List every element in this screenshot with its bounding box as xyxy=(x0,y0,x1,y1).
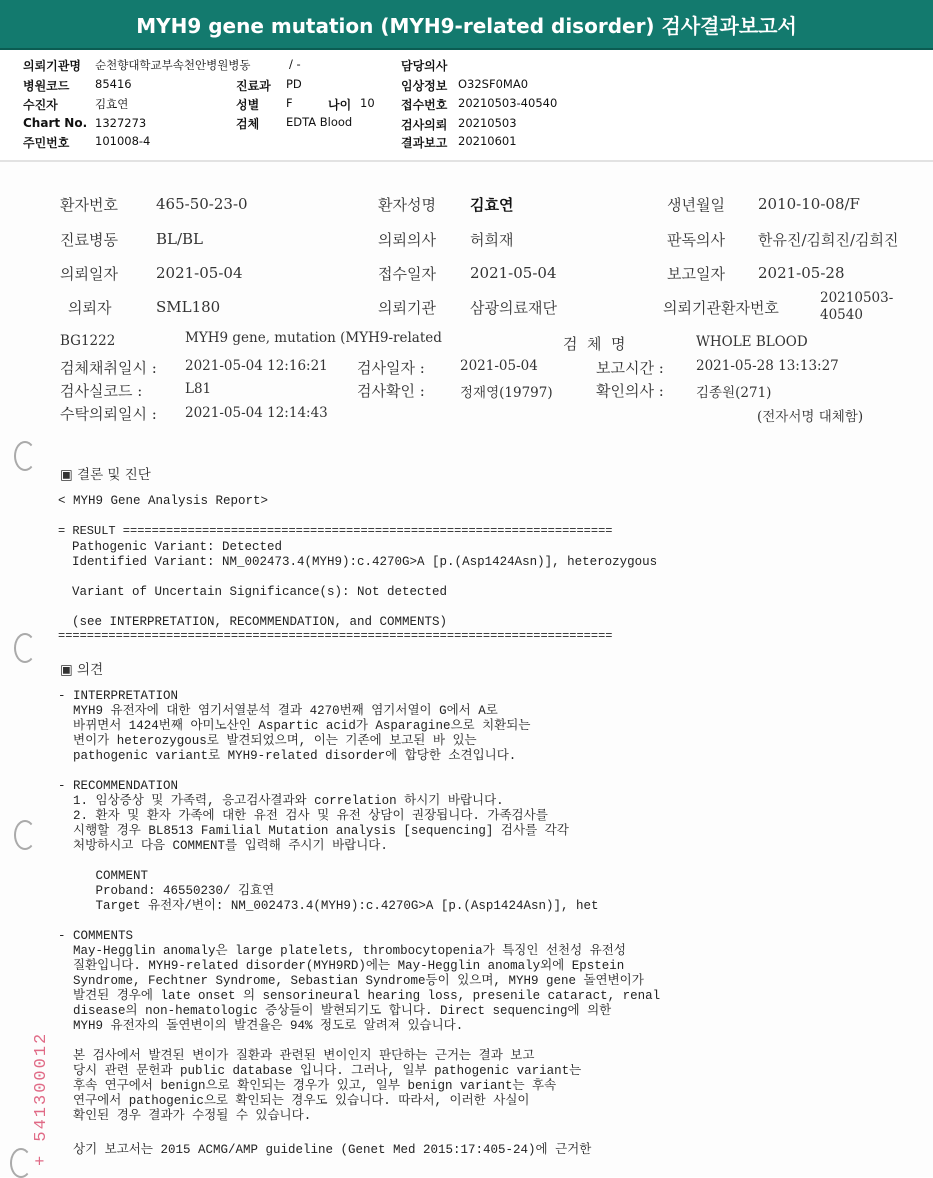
comments-line: May-Hegglin anomaly은 large platelets, thrombocytopenia가 특징인 선천성 유전성 xyxy=(58,944,626,958)
receipt-label: 접수번호 xyxy=(401,98,448,112)
comment-block xyxy=(58,869,598,914)
pathogenic-variant: Pathogenic Variant: Detected xyxy=(72,540,283,554)
recommend-line: - RECOMMENDATION xyxy=(58,779,179,793)
comments-line: disease의 non-hematologic 증상들이 발현되기도 합니다. Direct sequencing에 의한 xyxy=(58,1004,612,1018)
chart-label: Chart No. xyxy=(23,116,88,130)
binder-hole-icon xyxy=(14,633,36,663)
esign-note: (전자서명 대체함) xyxy=(757,409,864,425)
disclaimer-line: 후속 연구에서 benign으로 확인되는 경우가 있고, 일부 benign variant는 후속 xyxy=(58,1079,557,1093)
dept-label: 진료과 xyxy=(236,79,271,93)
dob-label: 생년월일 xyxy=(667,196,725,214)
inst-pt-no-1: 20210503- xyxy=(820,290,894,306)
ward: BL/BL xyxy=(156,230,204,248)
specimen-value: EDTA Blood xyxy=(286,115,353,129)
patient-no-label: 환자번호 xyxy=(60,196,118,214)
examinee-label: 수진자 xyxy=(23,98,58,112)
reading-doctors: 한유진/김희진/김희진 xyxy=(758,231,899,249)
report-title: MYH9 gene mutation (MYH9-related disorder) 검사결과보고서 xyxy=(0,0,933,50)
request-value: 20210503 xyxy=(458,116,517,130)
disclaimer-line: 본 검사에서 발견된 변이가 질환과 관련된 변이인지 판단하는 근거는 결과 보고 xyxy=(58,1049,535,1063)
interp-line: - INTERPRETATION xyxy=(58,689,179,703)
gene-report-title: < MYH9 Gene Analysis Report> xyxy=(58,494,269,508)
comments-line: 발견된 경우에 late onset 의 sensorineural hearing loss, presenile cataract, renal xyxy=(58,989,661,1003)
disclaimer-line: 연구에서 pathogenic으로 확인되는 경우도 있습니다. 따라서, 이러한 사실이 xyxy=(58,1094,530,1108)
conclusion-heading: ▣ 결론 및 진단 xyxy=(60,467,151,483)
req-doctor-label: 의뢰의사 xyxy=(378,231,436,249)
reading-label: 판독의사 xyxy=(667,231,725,249)
requester-label: 의뢰자 xyxy=(68,299,112,317)
collect-datetime: 2021-05-04 12:16:21 xyxy=(185,358,328,374)
comment-line: COMMENT xyxy=(58,869,149,883)
name-label: 환자성명 xyxy=(378,196,436,214)
comment-line: Target 유전자/변이: NM_002473.4(MYH9):c.4270G>A [p.(Asp1424Asn)], het xyxy=(58,899,599,913)
interp-line: MYH9 유전자에 대한 염기서열분석 결과 4270번째 염기서열이 G에서 A로 xyxy=(58,704,498,718)
examinee-value: 김효연 xyxy=(95,97,129,111)
confirm-label: 검사확인 : xyxy=(357,382,425,400)
test-date-label: 검사일자 : xyxy=(357,359,425,377)
collect-label: 검체채취일시 : xyxy=(60,359,157,377)
dept-value: PD xyxy=(286,77,302,91)
comments-line: - COMMENTS xyxy=(58,929,134,943)
test-date: 2021-05-04 xyxy=(460,358,538,374)
consign-datetime: 2021-05-04 12:14:43 xyxy=(185,405,328,421)
binder-hole-icon xyxy=(14,441,36,471)
recommendation-block xyxy=(58,779,569,854)
recommend-line: 처방하시고 다음 COMMENT를 입력해 주시기 바랍니다. xyxy=(58,839,388,853)
chart-value: 1327273 xyxy=(95,116,147,130)
dob: 2010-10-08/F xyxy=(758,195,860,213)
test-name: MYH9 gene, mutation (MYH9-related xyxy=(185,330,442,346)
request-label: 검사의뢰 xyxy=(401,118,448,132)
disclaimer-line: 당시 관련 문헌과 public database 입니다. 그러나, 일부 pathogenic variant는 xyxy=(58,1064,582,1078)
specimen-name: WHOLE BLOOD xyxy=(696,334,808,350)
report-label: 결과보고 xyxy=(401,136,448,150)
test-code: BG1222 xyxy=(60,333,116,349)
patient-no: 465-50-23-0 xyxy=(156,195,248,213)
confirm-doctor: 김종원(271) xyxy=(696,385,772,401)
specimen-label: 검체 xyxy=(236,117,260,131)
rpt-date-label: 보고일자 xyxy=(667,265,725,283)
specimen-name-label: 검 체 명 xyxy=(563,335,626,353)
binder-hole-icon xyxy=(14,820,36,850)
report-time-label: 보고시간 : xyxy=(596,359,664,377)
lab-code: L81 xyxy=(185,381,212,397)
see-note: (see INTERPRETATION, RECOMMENDATION, and COMMENTS) xyxy=(72,615,448,629)
report-time: 2021-05-28 13:13:27 xyxy=(696,358,839,374)
ssn-label: 주민번호 xyxy=(23,136,70,150)
ward-value: / - xyxy=(289,57,301,71)
confirm-person: 정재영(19797) xyxy=(460,385,553,401)
ward-label: 진료병동 xyxy=(60,231,118,249)
disclaimer-block xyxy=(58,1049,581,1124)
comments-line: 질환입니다. MYH9-related disorder(MYH9RD)에는 May-Hegglin anomaly외에 Epstein xyxy=(58,959,625,973)
recommend-line: 시행할 경우 BL8513 Familial Mutation analysis [sequencing] 검사를 각각 xyxy=(58,824,569,838)
confirm-doctor-label: 확인의사 : xyxy=(596,382,664,400)
clinical-value: O32SF0MA0 xyxy=(458,77,529,91)
recommend-line: 2. 환자 및 환자 가족에 대한 유전 검사 및 유전 상담이 권장됩니다. 가족검사를 xyxy=(58,809,548,823)
opinion-heading: ▣ 의견 xyxy=(60,662,104,678)
interp-line: pathogenic variant로 MYH9-related disorder에 합당한 소견입니다. xyxy=(58,749,517,763)
recommend-line: 1. 임상증상 및 가족력, 응고검사결과와 correlation 하시기 바랍니다. xyxy=(58,794,504,808)
requester: SML180 xyxy=(156,298,221,316)
req-inst: 삼광의료재단 xyxy=(470,299,557,317)
req-doctor: 허희재 xyxy=(470,231,514,249)
institution-value: 순천향대학교부속천안병원병동 xyxy=(95,58,251,72)
consign-label: 수탁의뢰일시 : xyxy=(60,405,157,423)
inst-pt-label: 의뢰기관환자번호 xyxy=(663,299,779,317)
patient-name: 김효연 xyxy=(470,196,514,214)
sex-label: 성별 xyxy=(236,98,260,112)
comments-block xyxy=(58,929,660,1034)
disclaimer-line: 확인된 경우 결과가 수정될 수 있습니다. xyxy=(58,1109,312,1123)
rcpt-date: 2021-05-04 xyxy=(470,264,557,282)
ssn-value: 101008-4 xyxy=(95,134,151,148)
vus-line: Variant of Uncertain Significance(s): Not detected xyxy=(72,585,448,599)
clinical-label: 임상정보 xyxy=(401,79,448,93)
comments-line: MYH9 유전자의 돌연변이의 발견율은 94% 정도로 알려져 있습니다. xyxy=(58,1019,464,1033)
stamp-number: + 541300012 xyxy=(32,1031,51,1166)
lab-code-label: 검사실코드 : xyxy=(60,382,143,400)
guideline-line: 상기 보고서는 2015 ACMG/AMP guideline (Genet Med 2015:17:405-24)에 근거한 xyxy=(58,1143,592,1157)
result-divider: = RESULT ==================================================================== xyxy=(58,524,613,538)
doctor-label: 담당의사 xyxy=(401,59,448,73)
hospital-code-label: 병원코드 xyxy=(23,79,70,93)
age-label: 나이 xyxy=(328,98,352,112)
req-date-label: 의뢰일자 xyxy=(60,265,118,283)
interp-line: 바뀌면서 1424번째 아미노산인 Aspartic acid가 Asparagine으로 치환되는 xyxy=(58,719,531,733)
req-date: 2021-05-04 xyxy=(156,264,243,282)
institution-label: 의뢰기관명 xyxy=(23,59,81,73)
hospital-code-value: 85416 xyxy=(95,77,132,91)
report-value: 20210601 xyxy=(458,134,517,148)
inst-pt-no-2: 40540 xyxy=(820,307,863,323)
comments-line: Syndrome, Fechtner Syndrome, Sebastian Syndrome등이 있으며, MYH9 gene 돌연변이가 xyxy=(58,974,644,988)
interp-line: 변이가 heterozygous로 발견되었으며, 이는 기존에 보고된 바 있는 xyxy=(58,734,477,748)
barcode-stamp xyxy=(32,1026,62,1166)
rpt-date: 2021-05-28 xyxy=(758,264,845,282)
binder-hole-icon xyxy=(10,1148,32,1178)
receipt-value: 20210503-40540 xyxy=(458,96,558,110)
interpretation-block xyxy=(58,689,530,764)
comment-line: Proband: 46550230/ 김효연 xyxy=(58,884,275,898)
req-inst-label: 의뢰기관 xyxy=(378,299,436,317)
result-end-divider: ============================================================================= xyxy=(58,629,613,643)
identified-variant: Identified Variant: NM_002473.4(MYH9):c.4270G>A [p.(Asp1424Asn)], heterozygous xyxy=(72,555,658,569)
age-value: 10 xyxy=(360,96,375,110)
sex-value: F xyxy=(286,96,293,110)
rcpt-date-label: 접수일자 xyxy=(378,265,436,283)
